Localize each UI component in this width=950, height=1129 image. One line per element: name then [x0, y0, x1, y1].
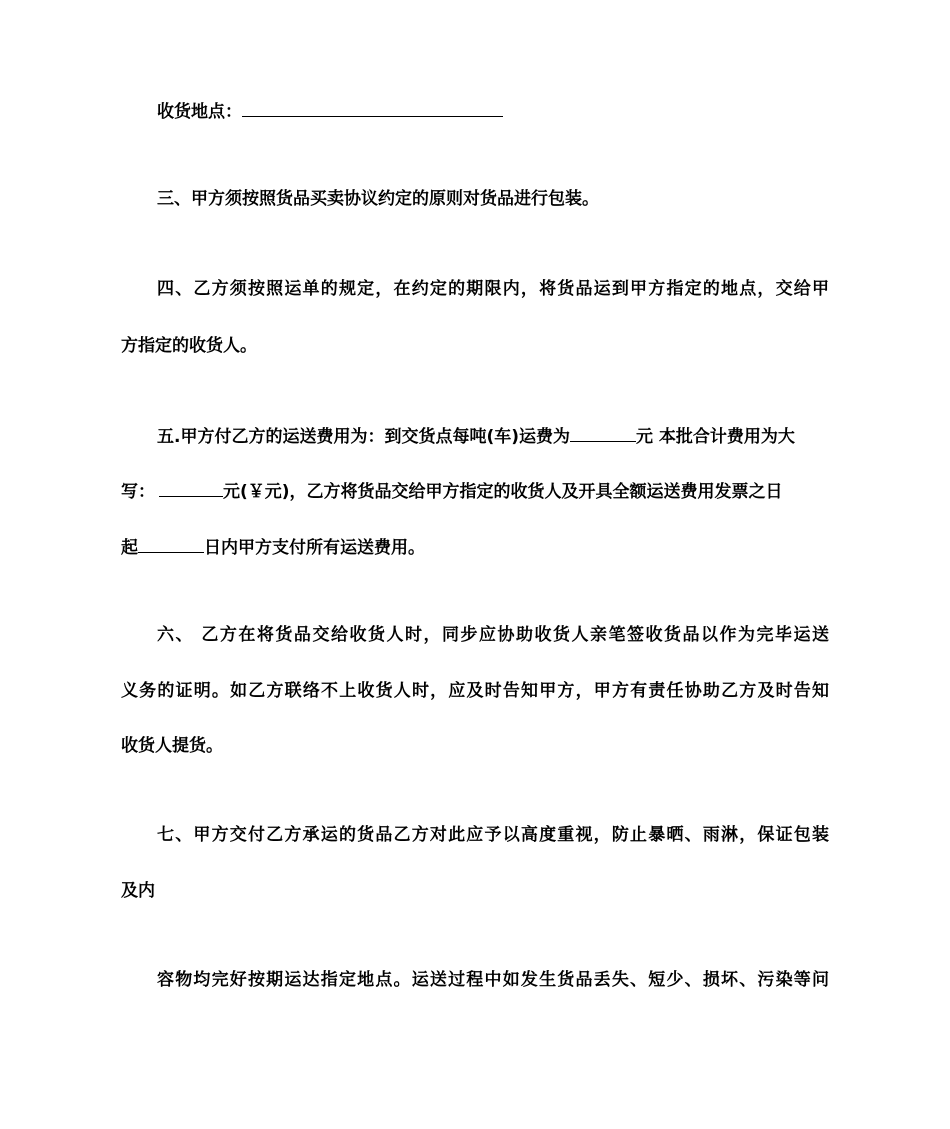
clause-7-line-1: 七、甲方交付乙方承运的货品乙方对此应予以高度重视，防止暴晒、雨淋，保证包装: [157, 825, 829, 845]
clause-5-text-f: 日内甲方支付所有运送费用。: [204, 538, 425, 558]
clause-3: 三、甲方须按照货品买卖协议约定的原则对货品进行包装。: [157, 189, 599, 209]
clause-5-text-c: 写：: [121, 482, 155, 502]
clause-5-text-a: 五.甲方付乙方的运送费用为：到交货点每吨(车)运费为: [157, 427, 570, 447]
clause-6-line-1: 六、 乙方在将货品交给收货人时，同步应协助收货人亲笔签收货品以作为完毕运送: [157, 625, 829, 645]
total-amount-blank: [159, 479, 223, 497]
clause-6-line-2: 义务的证明。如乙方联络不上收货人时，应及时告知甲方，甲方有责任协助乙方及时告知: [121, 681, 829, 701]
receive-place-line: [157, 99, 877, 123]
clause-5-text-e: 起: [121, 538, 138, 558]
receive-place-label: 收货地点：: [157, 102, 242, 122]
freight-per-ton-blank: [570, 424, 636, 442]
clause-5-text-b: 元 本批合计费用为大: [636, 427, 795, 447]
clause-6-line-3: 收货人提货。: [121, 736, 223, 756]
clause-4-line-1: 四、乙方须按照运单的规定，在约定的期限内，将货品运到甲方指定的地点，交给甲: [157, 279, 829, 299]
clause-7-line-2: 及内: [121, 881, 155, 901]
clause-5-line-1: [157, 424, 877, 448]
continuation-line-1: 容物均完好按期运达指定地点。运送过程中如发生货品丢失、短少、损坏、污染等问: [157, 970, 829, 990]
clause-5-line-2: [121, 479, 841, 503]
clause-4-line-2: 方指定的收货人。: [121, 336, 257, 356]
payment-days-blank: [138, 535, 204, 553]
clause-5-text-d: 元(￥元)，乙方将货品交给甲方指定的收货人及开具全额运送费用发票之日: [223, 482, 783, 502]
receive-place-blank: [242, 99, 503, 117]
clause-5-line-3: [121, 535, 841, 559]
